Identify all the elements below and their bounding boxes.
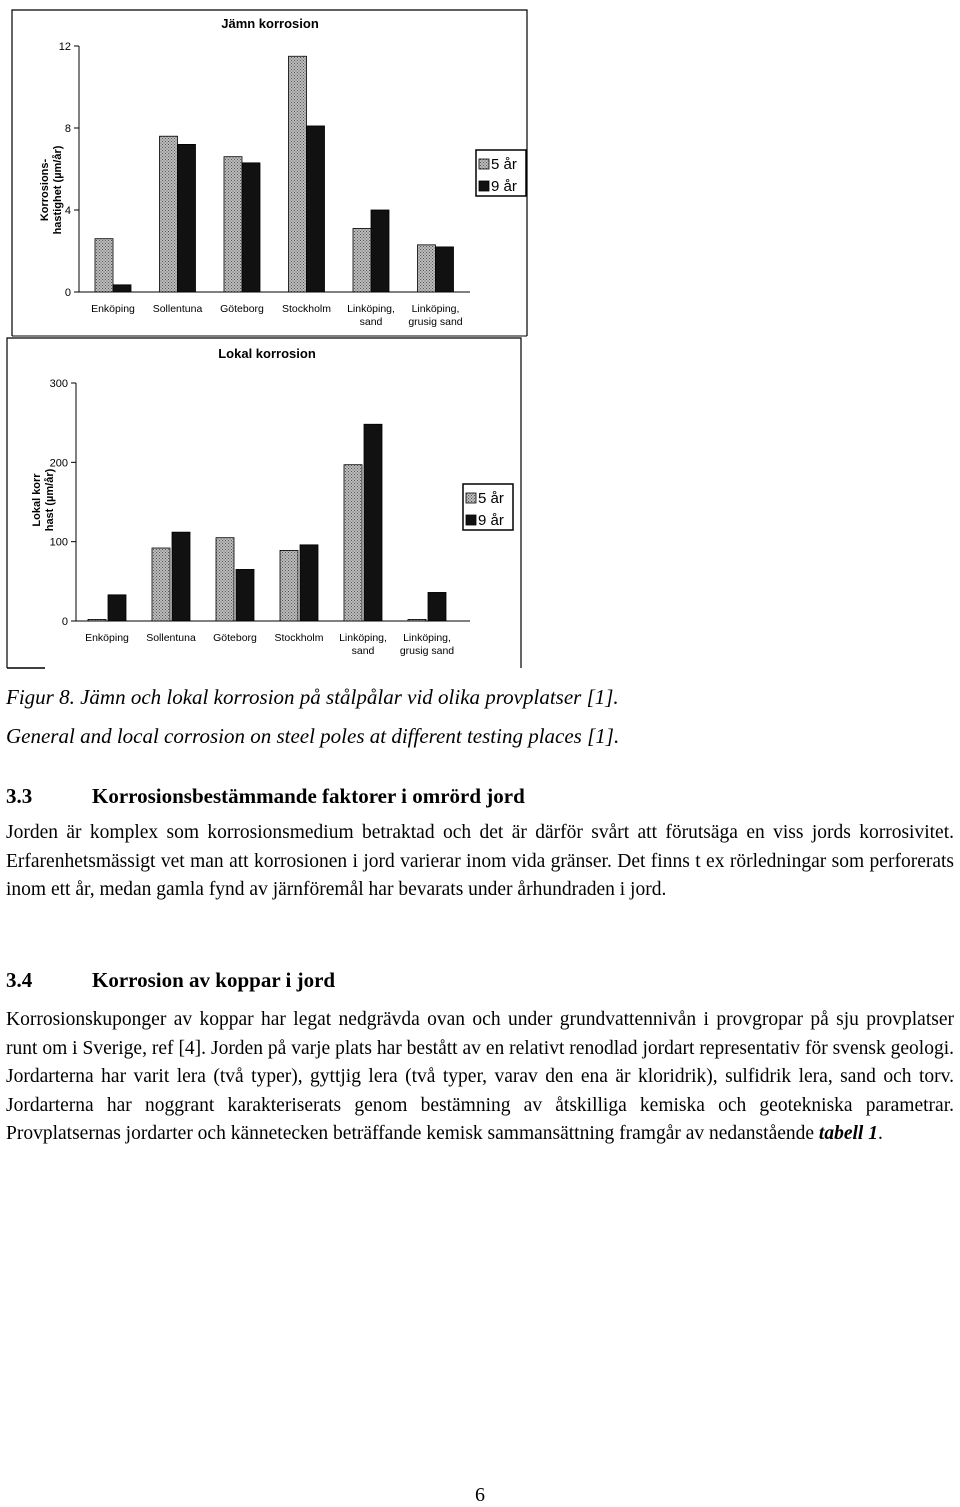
bar-5-ar xyxy=(344,465,362,621)
y-tick-label: 12 xyxy=(58,41,71,53)
x-category-label xyxy=(220,303,264,315)
chart-title: Jämn korrosion xyxy=(221,16,319,31)
bar-5-ar xyxy=(224,157,242,292)
section-3-4-number: 3.4 xyxy=(6,968,33,992)
bar-9-ar xyxy=(108,595,126,621)
section-3-4-text: Korrosionskuponger av koppar har legat nedgrävda ovan och under grundvattennivån i provgropar på sju provplatser runt om i Sverige, ref [4]. Jorden på varje plats har bestått av en relativt renodlad jordart representativ för svensk geologi. Jordarterna har varit lera (två typer), gyttjig lera (två typer, varav den ena är kloridrik), sulfidrik lera, sand och torv. Jordarterna har noggrant karakteriserats genom bestämning av åtskilliga kemiska och geotekniska parametrar. Provplatsernas jordarter och kännetecken beträffande kemisk sammansättning framgår av nedanstående xyxy=(6,1009,954,1145)
bar-5-ar xyxy=(353,228,371,292)
x-category-label-line: grusig sand xyxy=(399,645,455,657)
y-tick-label: 300 xyxy=(49,378,68,390)
y-tick-label: 4 xyxy=(64,205,71,217)
bar-5-ar xyxy=(280,550,298,621)
x-category-label-line: Stockholm xyxy=(274,632,324,644)
x-category-label-line: sand xyxy=(359,316,383,328)
general-corrosion-chart xyxy=(39,16,526,328)
section-3-3-number: 3.3 xyxy=(6,784,33,808)
x-category-label-line: Linköping, xyxy=(339,632,387,644)
figure-caption-swedish xyxy=(6,684,956,710)
bar-9-ar xyxy=(236,569,254,621)
y-axis-label xyxy=(39,145,64,234)
x-category-label-line: Linköping, xyxy=(411,303,460,315)
x-category-label xyxy=(347,303,395,328)
x-category-label-line: Linköping, xyxy=(347,303,395,315)
bar-9-ar xyxy=(428,592,446,621)
bar-5-ar xyxy=(418,245,436,292)
caption-sv-text: Jämn och lokal korrosion på stålpålar vid olika provplatser [1]. xyxy=(80,685,619,709)
corrosion-figure xyxy=(0,0,960,680)
table-1-reference: tabell 1 xyxy=(818,1123,878,1145)
bar-9-ar xyxy=(242,163,260,292)
x-category-label xyxy=(146,632,196,644)
section-3-3-heading xyxy=(6,783,525,809)
legend-swatch-9-ar xyxy=(466,515,476,525)
page-number: 6 xyxy=(475,1484,485,1506)
x-category-label-line: Stockholm xyxy=(281,303,332,315)
x-category-label-line: Sollentuna xyxy=(146,632,196,644)
x-category-label-line: Göteborg xyxy=(213,632,257,644)
figure-caption-english: General and local corrosion on steel poles at different testing places [1]. xyxy=(6,724,620,748)
x-category-label xyxy=(91,303,135,315)
bar-5-ar xyxy=(216,538,234,621)
legend-swatch-5-ar xyxy=(479,159,489,169)
x-category-label xyxy=(408,303,462,328)
y-axis-label-line: hast (µm/år) xyxy=(44,468,56,532)
local-corrosion-chart xyxy=(31,346,513,657)
y-axis-label xyxy=(31,468,56,531)
bar-5-ar xyxy=(152,548,170,621)
x-category-label-line: Göteborg xyxy=(220,303,264,315)
bar-9-ar xyxy=(436,247,454,292)
bar-9-ar xyxy=(113,285,131,292)
bar-9-ar xyxy=(307,126,325,292)
x-category-label-line: Sollentuna xyxy=(152,303,203,315)
section-3-4-heading xyxy=(6,967,335,993)
x-category-label xyxy=(339,632,387,657)
y-tick-label: 8 xyxy=(64,123,71,135)
x-category-label-line: Linköping, xyxy=(403,632,451,644)
bar-9-ar xyxy=(178,144,196,292)
x-category-label xyxy=(274,632,323,644)
y-axis-label-line: hastighet (µm/år) xyxy=(52,145,64,235)
section-3-4-paragraph xyxy=(6,1006,954,1149)
bar-5-ar xyxy=(88,619,106,621)
legend-label: 9 år xyxy=(491,178,517,195)
legend-swatch-5-ar xyxy=(466,493,476,503)
section-3-3-title: Korrosionsbestämmande faktorer i omrörd jord xyxy=(92,784,525,808)
x-category-label xyxy=(282,303,331,315)
bar-5-ar xyxy=(160,136,178,292)
x-category-label xyxy=(153,303,203,315)
chart-title: Lokal korrosion xyxy=(218,346,316,361)
y-tick-label: 200 xyxy=(49,457,68,470)
bar-9-ar xyxy=(300,545,318,621)
y-axis-label-line: Korrosions- xyxy=(39,158,51,222)
x-category-label-line: grusig sand xyxy=(408,316,463,328)
x-category-label-line: Enköping xyxy=(85,632,129,644)
x-category-label xyxy=(400,632,454,657)
y-tick-label: 0 xyxy=(64,287,71,299)
bar-9-ar xyxy=(371,210,389,292)
x-category-label xyxy=(213,632,257,644)
section-3-3-paragraph: Jorden är komplex som korrosionsmedium betraktad och det är därför svårt att förutsäga en viss jords korrosivitet. Erfarenhetsmässigt vet man att korrosionen i jord varierar inom vida gränser. Det finns t ex rörledningar som perforerats inom ett år, medan gamla fynd av järnföremål har bevarats under århundraden i jord. xyxy=(6,822,954,901)
bar-5-ar xyxy=(95,239,113,292)
legend-label: 9 år xyxy=(478,512,504,529)
bar-9-ar xyxy=(172,532,190,621)
section-3-4-end: . xyxy=(877,1123,883,1145)
legend-label: 5 år xyxy=(478,490,504,507)
bar-5-ar xyxy=(289,56,307,292)
y-tick-label: 100 xyxy=(49,536,68,549)
bar-5-ar xyxy=(408,619,426,621)
y-tick-label: 0 xyxy=(61,616,68,628)
legend-swatch-9-ar xyxy=(479,181,489,191)
legend-label: 5 år xyxy=(491,156,517,173)
x-category-label xyxy=(85,632,129,644)
section-3-4-title: Korrosion av koppar i jord xyxy=(92,968,336,992)
x-category-label-line: sand xyxy=(351,645,375,657)
figure-label: Figur 8. xyxy=(6,685,75,709)
y-axis-label-line: Lokal korr xyxy=(31,473,43,527)
x-category-label-line: Enköping xyxy=(91,303,135,315)
bar-9-ar xyxy=(364,424,382,621)
